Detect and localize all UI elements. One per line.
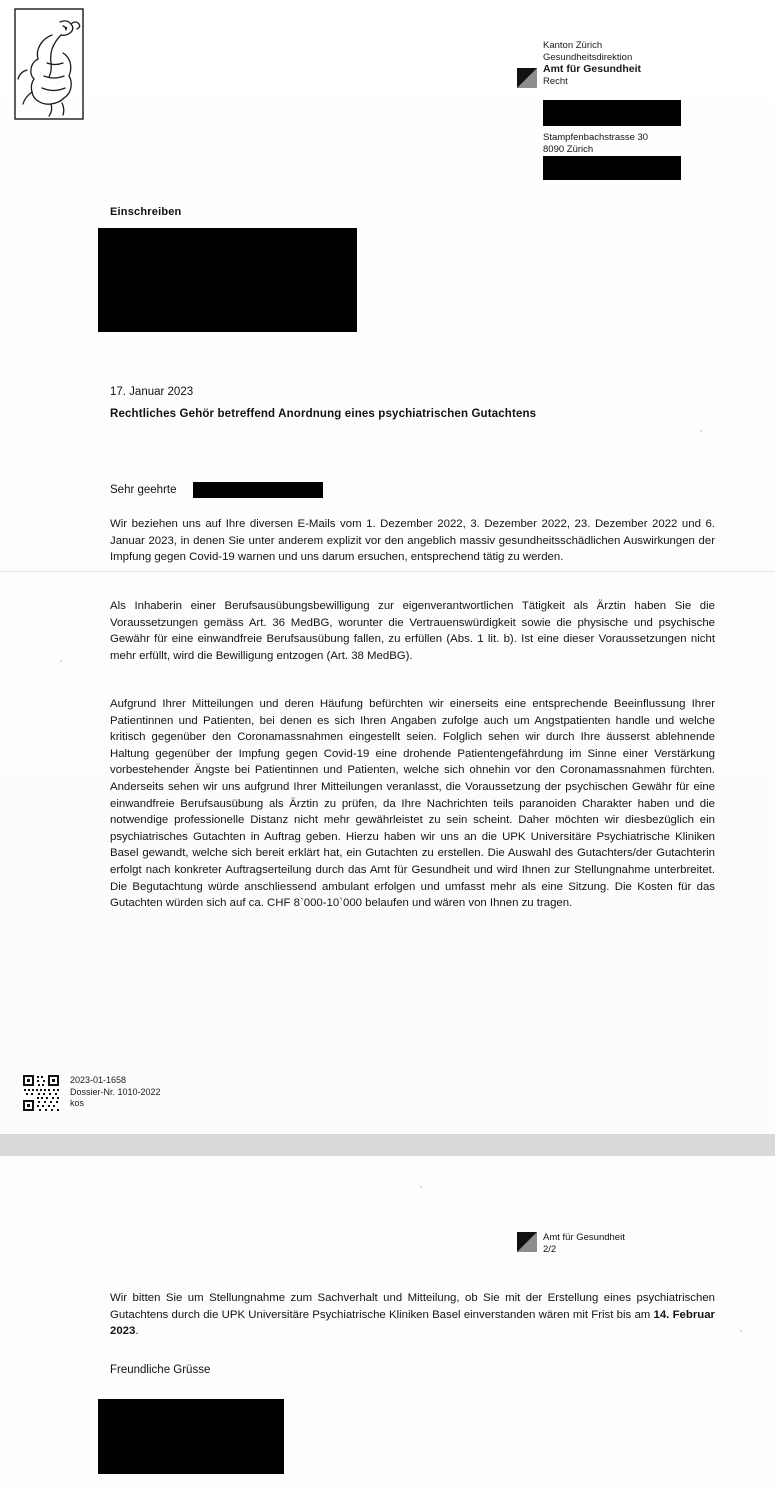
scan-fold-line: [0, 571, 775, 572]
scan-speck: [700, 430, 702, 432]
paragraph-3: Aufgrund Ihrer Mitteilungen und deren Häufung befürchten wir einerseits eine entsprechende Beeinflussung Ihrer Patientinnen und Patienten, bei denen es sich Ihren Angaben zufolge auch um Angstpatienten handle und welche kritisch gegenüber den Coronamassnahmen eingestellt seien. Folglich sehen wir durch Ihre äusserst ablehnende Haltung gegenüber der Impfung gegen Covid-19 eine drohende Patientengefährdung im Sinne einer Verstärkung vorbestehender Ängste bei Patientinnen und Patienten, welche sich ohnehin vor den Coronamassnahmen fürchten. Anderseits sehen wir uns aufgrund Ihrer Mitteilungen veranlasst, die Voraussetzung der psychischen Gewähr für eine einwandfreie Berufsausübung als Ärztin zu prüfen, da Ihre Nachrichten teils paranoiden Charakter haben und die notwendige professionelle Distanz nicht mehr gewährleistet zu sein scheint. Daher möchten wir diesbezüglich ein psychiatrisches Gutachten in Auftrag geben. Hierzu haben wir uns an die UPK Universitäre Psychiatrische Kliniken Basel gewandt, welche sich bereit erklärt hat, ein Gutachten zu erstellen. Die Auswahl des Gutachters/der Gutachterin erfolgt nach konkreter Auftragserteilung durch das Amt für Gesundheit und wird Ihnen zur Stellungnahme unterbreitet. Die Begutachtung würde anschliessend ambulant erfolgen und umfasst mehr als eine Sitzung. Die Kosten für das Gutachten würden sich auf ca. CHF 8`000-10`000 belaufen und wären von Ihnen zu tragen.: [110, 698, 715, 910]
paragraph-4-part2: .: [135, 1325, 139, 1338]
sender-canton: Kanton Zürich: [543, 40, 603, 51]
sender-office: Amt für Gesundheit: [543, 63, 642, 75]
footer-initials: kos: [70, 1098, 85, 1108]
scan-speck: [420, 1186, 422, 1188]
paragraph-2: Als Inhaberin einer Berufsausübungsbewilligung zur eigenverantwortlichen Tätigkeit als Ärztin haben Sie die Voraussetzungen gemäss Art. 36 MedBG, worunter die Vertrauenswürdigkeit sowie die physische und psychische Gewähr für eine einwandfreie Berufsausübung fallen, zu erfüllen (Abs. 1 lit. b). Ist eine dieser Voraussetzungen nicht mehr erfüllt, wird die Bewilligung entzogen (Art. 38 MedBG).: [110, 600, 715, 662]
letter-subject: Rechtliches Gehör betreffend Anordnung eines psychiatrischen Gutachtens: [110, 408, 537, 420]
sheet-separator: [0, 1134, 775, 1156]
document-footer-meta: [70, 1075, 161, 1110]
paragraph-4-part1: Wir bitten Sie um Stellungnahme zum Sachverhalt und Mitteilung, ob Sie mit der Erstellung eines psychiatrischen Gutachtens durch die UPK Universitäre Psychiatrische Kliniken Basel einverstanden wären mit Frist bis am: [110, 1292, 715, 1321]
page2-office: Amt für Gesundheit: [543, 1232, 625, 1243]
paragraph-4: [110, 1290, 715, 1340]
response-deadline: 14. Februar 2023: [110, 1308, 715, 1338]
sender-block: [543, 40, 763, 88]
scan-speck: [60, 660, 62, 662]
closing-greeting: Freundliche Grüsse: [110, 1364, 211, 1376]
sender-directorate: Gesundheitsdirektion: [543, 51, 633, 63]
redaction-sender-contact-2: [543, 156, 681, 180]
zurich-coat-of-arms-icon: [14, 8, 84, 120]
redaction-salutation-name: [193, 482, 323, 498]
salutation: Sehr geehrte: [110, 484, 177, 496]
redaction-signature: [98, 1399, 284, 1474]
paragraph-1: Wir beziehen uns auf Ihre diversen E-Mails vom 1. Dezember 2022, 3. Dezember 2022, 23. Dezember 2022 und 6. Januar 2023, in denen Sie unter anderem explizit vor den angeblich massiv gesundheitsschädlichen Auswirkungen der Impfung gegen Covid-19 warnen und uns darum ersuchen, entsprechend tätig zu werden.: [110, 518, 715, 564]
sender-street: Stampfenbachstrasse 30: [543, 132, 649, 143]
sender-address: [543, 132, 648, 155]
redaction-recipient-address: [98, 228, 357, 332]
qr-code-icon: [22, 1074, 60, 1112]
page2-header: [543, 1232, 625, 1256]
scan-speck: [740, 1330, 742, 1332]
footer-dossier: Dossier-Nr. 1010-2022: [70, 1086, 161, 1097]
delivery-note: Einschreiben: [110, 206, 182, 218]
page2-page-number: 2/2: [543, 1244, 557, 1255]
letter-date: 17. Januar 2023: [110, 386, 194, 398]
redaction-sender-contact-1: [543, 100, 681, 126]
sender-unit: Recht: [543, 76, 568, 87]
sender-city: 8090 Zürich: [543, 143, 594, 155]
footer-reference: 2023-01-1658: [70, 1075, 127, 1085]
office-logo-icon-page2: [517, 1232, 537, 1252]
office-logo-icon: [517, 68, 537, 88]
